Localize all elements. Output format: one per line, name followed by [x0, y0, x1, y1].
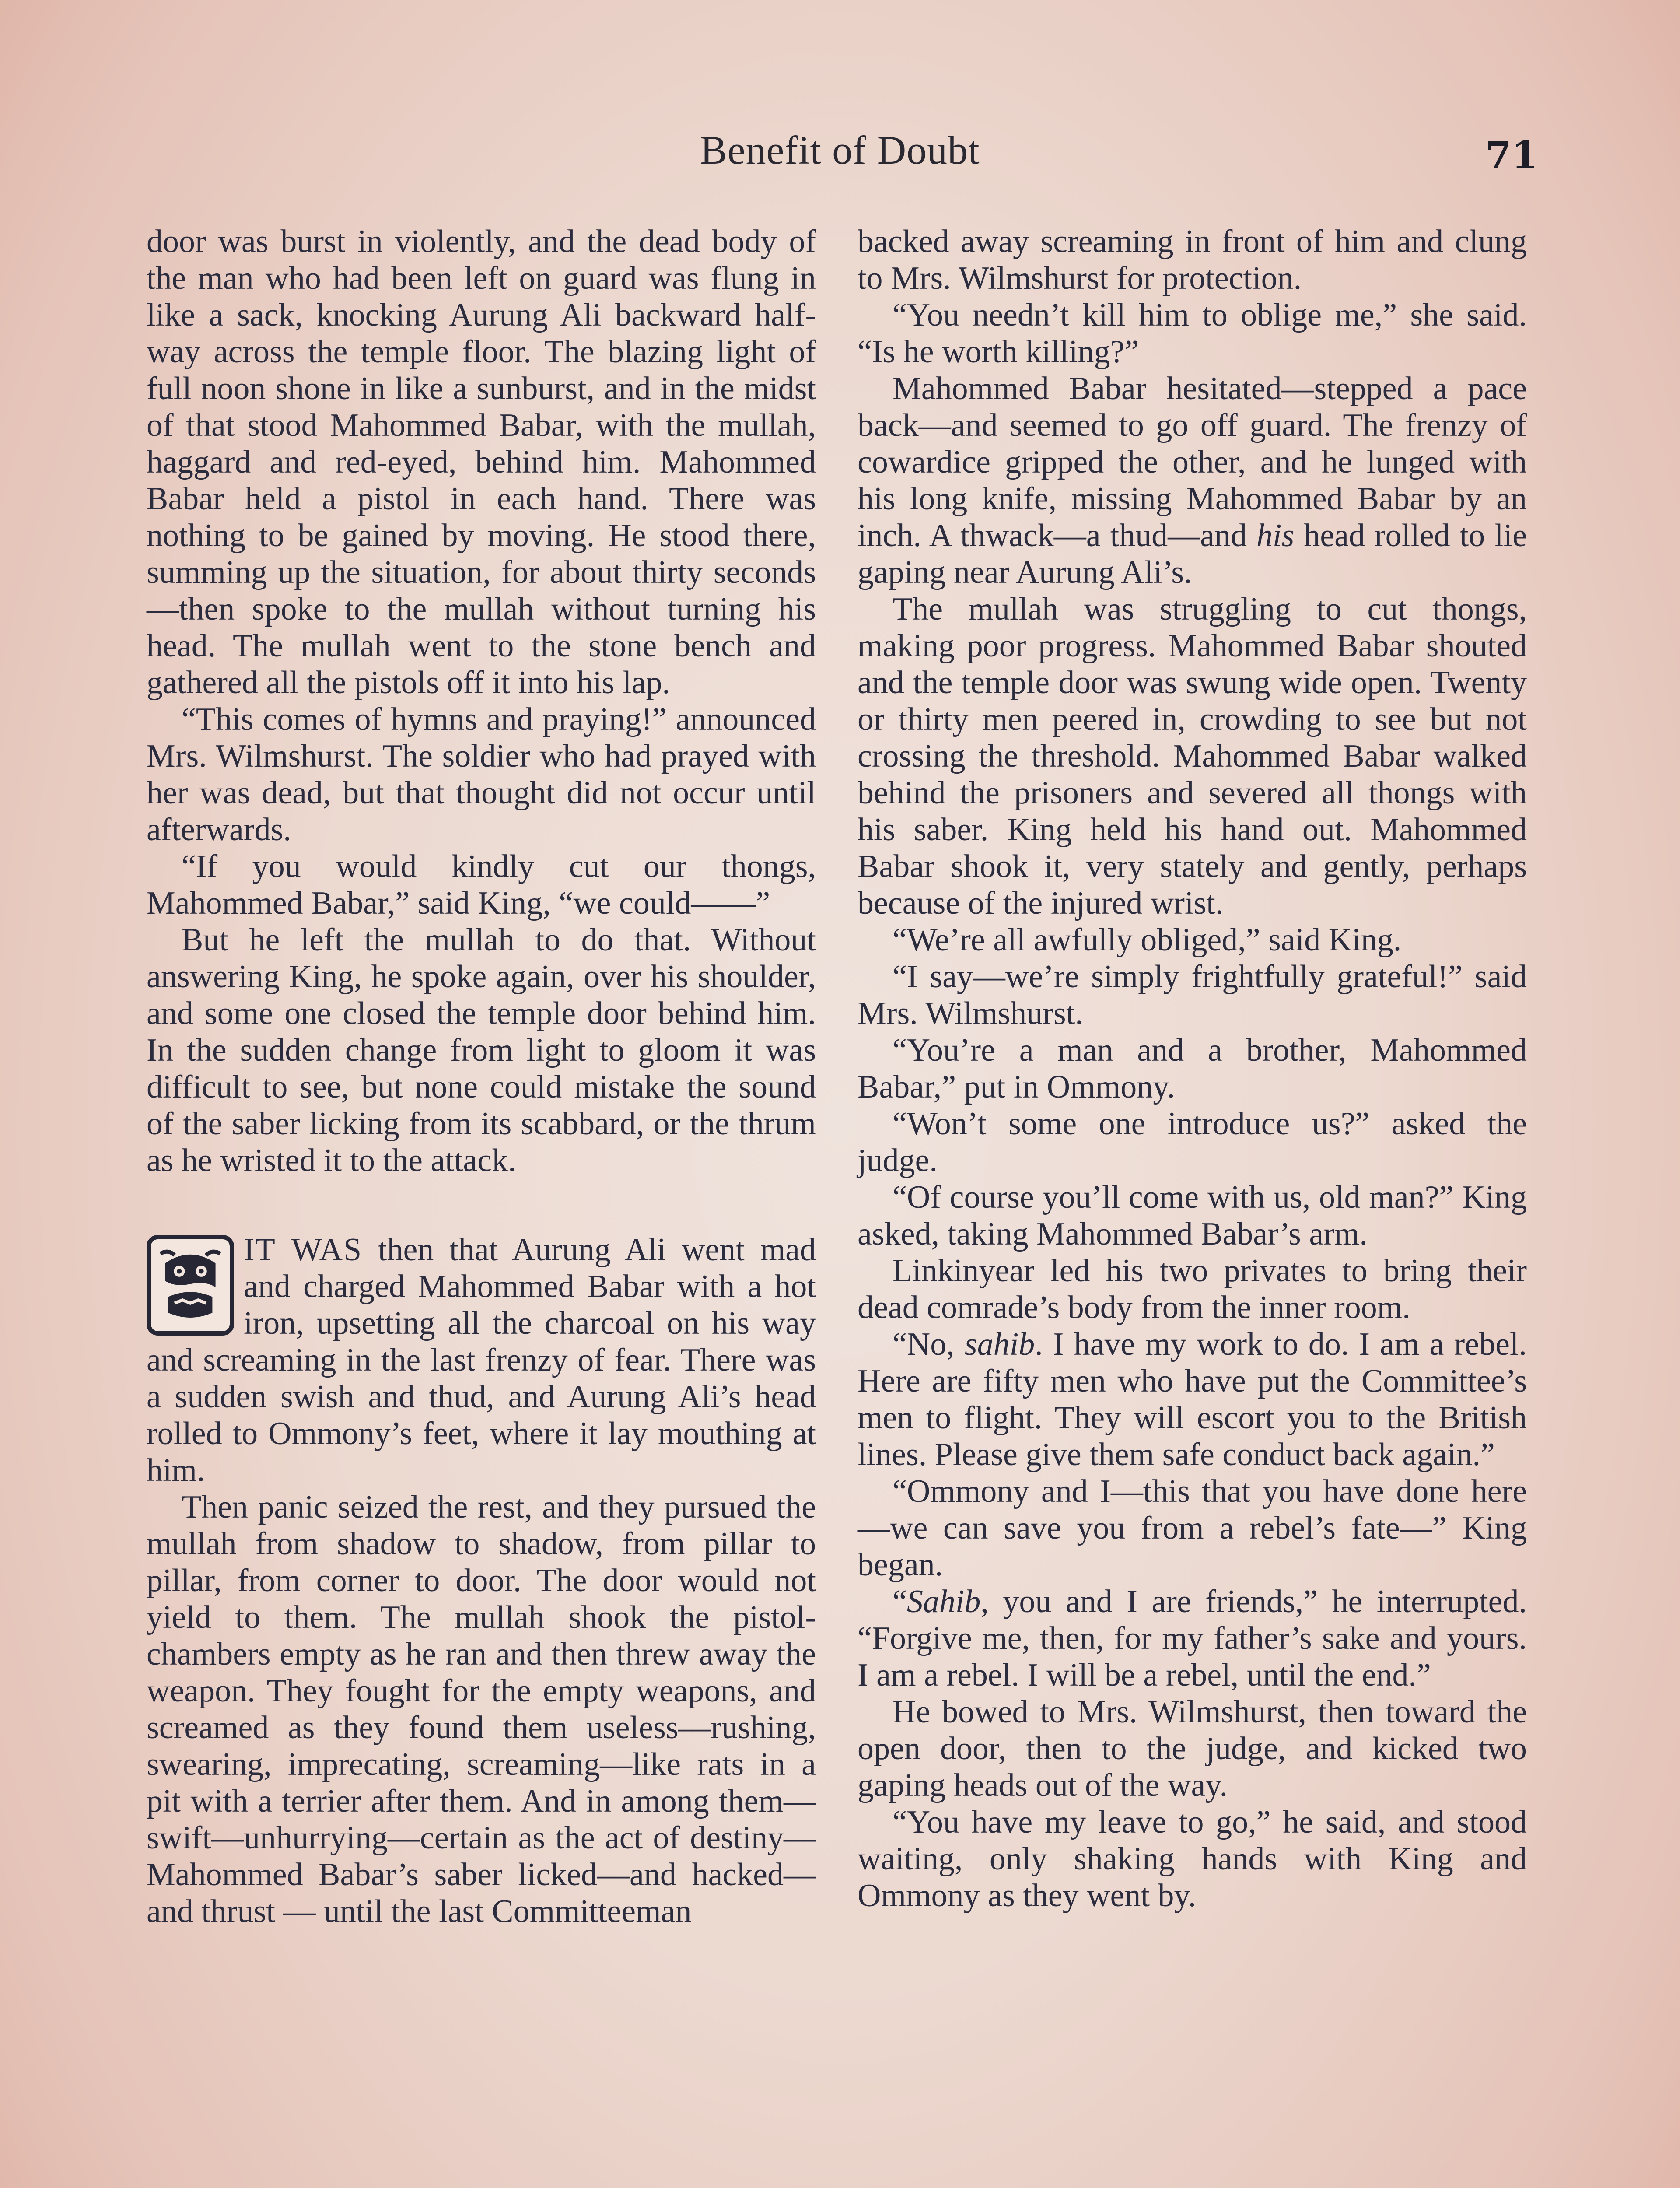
paragraph-text: , you and I are friends,” he interrupted. “Forgive me, then, for my father’s sake and yours. I am a rebel. I will be a rebel, until the end.”	[858, 1584, 1527, 1693]
paragraph-text: head rolled to lie gaping near Aurung Ali’s.	[858, 518, 1527, 590]
running-head: Benefit of Doubt	[700, 128, 980, 172]
ornamental-initial-icon	[147, 1235, 234, 1336]
paragraph	[858, 370, 1527, 591]
paragraph: “Won’t some one introduce us?” asked the judge.	[858, 1106, 1527, 1178]
lead-in-words: IT WAS	[244, 1232, 363, 1268]
paragraph-text: . I have my work to do. I am a rebel. Here are fifty men who have put the Committee’s men to flight. They will escort you to the British lines. Please give them safe conduct back again.”	[858, 1326, 1527, 1473]
paragraph: “Of course you’ll come with us, old man?” King asked, taking Mahommed Babar’s arm.	[858, 1179, 1527, 1252]
paragraph-text: Mahommed Babar hesitated—stepped a pace back—and seemed to go off guard. The frenzy of cowardice gripped the other, and he lunged with his long knife, missing Mahommed Babar by an inch. A thwack—a thud—and	[858, 371, 1527, 554]
paragraph: “If you would kindly cut our thongs, Mahommed Babar,” said King, “we could——”	[147, 849, 816, 921]
paragraph: “You’re a man and a brother, Mahommed Babar,” put in Ommony.	[858, 1032, 1527, 1105]
paragraph	[147, 1231, 816, 1489]
emphasis: sahib	[964, 1326, 1035, 1362]
paragraph	[858, 1583, 1527, 1694]
paragraph: He bowed to Mrs. Wilmshurst, then toward the open door, then to the judge, and kicked two gaping heads out of the way.	[858, 1694, 1527, 1803]
paragraph-text: “	[892, 1584, 907, 1620]
paragraph: Then panic seized the rest, and they pursued the mullah from shadow to shadow, from pillar to pillar, from corner to door. The door would not yield to them. The mullah shook the pistol-chambers empty as he ran and then threw away the weapon. They fought for the empty weapons, and screamed as they found them useless—rushing, swearing, imprecating, screaming—like rats in a pit with a terrier after them. And in among them—swift—unhurrying—certain as the act of destiny—Mahommed Babar’s saber licked—and hacked—and thrust — until the last Committeeman	[147, 1489, 816, 1929]
section-break	[147, 1179, 816, 1231]
paragraph: backed away screaming in front of him and clung to Mrs. Wilmshurst for protection.	[858, 224, 1527, 296]
paragraph: “This comes of hymns and praying!” announced Mrs. Wilmshurst. The soldier who had prayed with her was dead, but that thought did not occur until afterwards.	[147, 701, 816, 848]
paragraph: “Ommony and I—this that you have done here—we can save you from a rebel’s fate—” King began.	[858, 1473, 1527, 1583]
paragraph: “We’re all awfully obliged,” said King.	[892, 922, 1402, 958]
paragraph: Linkinyear led his two privates to bring their dead comrade’s body from the inner room.	[858, 1253, 1527, 1325]
paragraph: But he left the mullah to do that. Without answering King, he spoke again, over his shoulder, and some one closed the temple door behind him. In the sudden change from light to gloom it was difficult to see, but none could mistake the sound of the saber licking from its scabbard, or the thrum as he wristed it to the attack.	[147, 922, 816, 1178]
paragraph-text: then that Aurung Ali went mad and charged Mahommed Babar with a hot iron, upsetting all the charcoal on his way and screaming in the last frenzy of fear. There was a sudden swish and thud, and Aurung Ali’s head rolled to Ommony’s feet, where it lay mouthing at him.	[147, 1232, 816, 1488]
paragraph: “I say—we’re simply frightfully grateful!” said Mrs. Wilmshurst.	[858, 959, 1527, 1031]
section-opening	[147, 1231, 816, 1489]
emphasis: Sahib	[906, 1584, 981, 1620]
paragraph: The mullah was struggling to cut thongs, making poor progress. Mahommed Babar shouted and the temple door was swung wide open. Twenty or thirty men peered in, crowding to see but not crossing the threshold. Mahommed Babar walked behind the prisoners and severed all thongs with his saber. King held his hand out. Mahommed Babar shook it, very stately and gently, perhaps because of the injured wrist.	[858, 591, 1527, 921]
paragraph	[858, 1326, 1527, 1473]
paragraph: “You needn’t kill him to oblige me,” she said. “Is he worth killing?”	[858, 297, 1527, 370]
emphasis: his	[1256, 518, 1295, 554]
paragraph-text: “No,	[892, 1326, 965, 1362]
right-column	[858, 223, 1527, 1914]
left-column	[147, 223, 816, 1930]
page-number: 71	[1485, 133, 1538, 178]
paragraph: door was burst in violently, and the dead body of the man who had been left on guard was flung in like a sack, knocking Aurung Ali backward half-way across the temple floor. The blazing light of full noon shone in like a sunburst, and in the midst of that stood Mahommed Babar, with the mullah, haggard and red-eyed, behind him. Mahommed Babar held a pistol in each hand. There was nothing to be gained by moving. He stood there, summing up the situation, for about thirty seconds—then spoke to the mullah without turning his head. The mullah went to the stone bench and gathered all the pistols off it into his lap.	[147, 224, 816, 701]
paragraph: “You have my leave to go,” he said, and stood waiting, only shaking hands with King and Ommony as they went by.	[858, 1804, 1527, 1914]
